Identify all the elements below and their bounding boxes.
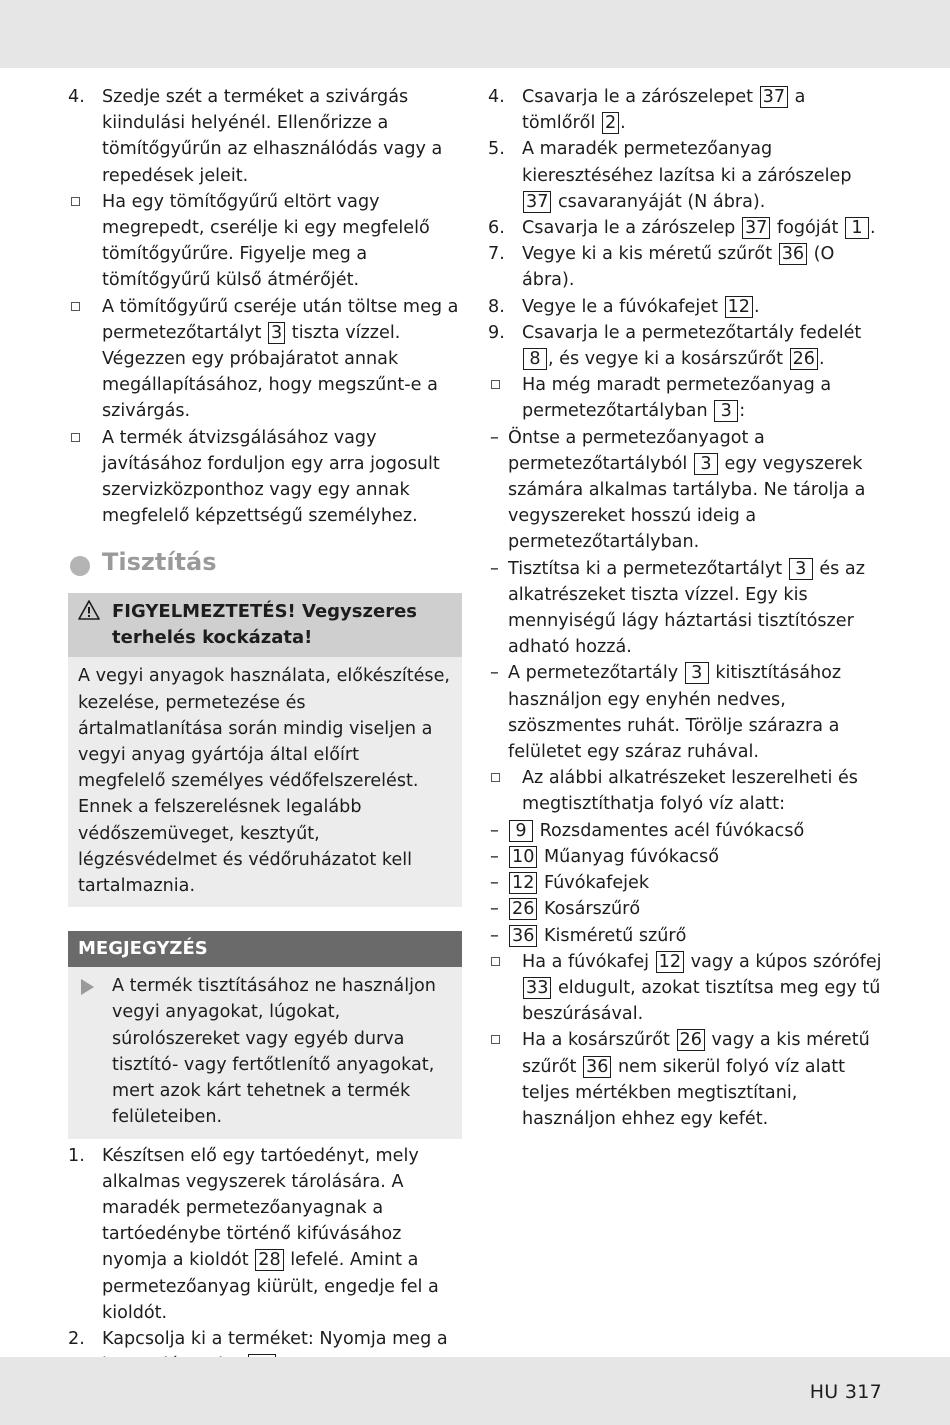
checkbox-icon [491,380,500,389]
part-ref: 3 [714,400,738,422]
dash-icon: – [490,899,499,920]
parts-list-item: – 10 Műanyag fúvókacső [454,844,882,870]
section-title: Tisztítás [102,548,217,577]
part-ref: 3 [789,558,813,580]
part-ref: 26 [677,1029,705,1051]
warning-body: A vegyi anyagok használata, előkészítése, kezelése, permetezése és ártalmatlanítása során mindig viseljen a vegyi anyag gyártója által előírt megfelelő személyes védőfelszerelést. Ennek a felszerelésnek legalább védőszemüveget, kesztyűt, légzésvédelmet és védőruházatot kell tartalmaznia. [78,666,451,897]
checkbox-icon [71,433,80,442]
dash-icon: – [490,846,499,867]
footer-band [0,1357,950,1425]
part-ref: 8 [523,348,547,370]
note-header: MEGJEGYZÉS [68,931,462,967]
part-ref: 3 [694,453,718,475]
part-ref: 36 [779,243,807,265]
right-column [488,84,882,1132]
parts-list-item: – 12 Fúvókafejek [454,870,882,896]
dash-icon: – [490,873,499,894]
play-triangle-icon [81,979,94,995]
note-box [68,931,462,1138]
warning-triangle-icon [78,600,100,620]
checkbox-item: A termék átvizsgálásához vagy javításához forduljon egy arra jogosult szervizközponthoz vagy egy annak megfelelő képzettségű személyhez. [68,425,462,530]
checkbox-item: Az alábbi alkatrészeket leszerelheti és megtisztíthatja folyó víz alatt: [488,765,882,817]
warning-box [68,593,462,907]
step-item: 5. A maradék permetezőanyag kieresztéséhez lazítsa ki a zárószelep 37 csavaranyáját (N ábra). [488,139,852,212]
part-ref: 12 [725,296,753,318]
step-item: 7. Vegye ki a kis méretű szűrőt 36 (O ábra). [488,244,835,291]
dash-item: – A permetezőtartály 3 kitisztításához használjon egy enyhén nedves, szöszmentes ruhát. Törölje szárazra a felületet egy száraz ruhával. [454,660,882,765]
dash-item: – Tisztítsa ki a permetezőtartályt 3 és az alkatrészeket tiszta vízzel. Egy kis mennyiségű lágy háztartási tisztítószer adható hozzá. [454,556,882,661]
warning-header [68,593,462,657]
part-ref: 37 [760,86,788,108]
checkbox-icon [71,197,80,206]
dash-icon: – [490,558,499,579]
part-ref: 26 [509,898,537,920]
dash-icon: – [490,663,499,684]
part-ref: 9 [509,820,533,842]
dash-item: – Öntse a permetezőanyagot a permetezőtartályból 3 egy vegyszerek számára alkalmas tartályba. Ne tárolja a vegyszereket hosszú ideig a permetezőtartályban. [454,425,882,556]
part-ref: 28 [255,1249,283,1271]
part-ref: 37 [523,191,551,213]
part-ref: 12 [509,872,537,894]
checkbox-item: Ha a fúvókafej 12 vagy a kúpos szórófej 33 eldugult, azokat tisztítsa meg egy tű beszúrásával. [488,949,882,1028]
checkbox-icon [491,1035,500,1044]
part-ref: 36 [509,925,537,947]
checkbox-icon [491,773,500,782]
dash-icon: – [490,820,499,841]
parts-list-item: – 36 Kisméretű szűrő [454,923,882,949]
part-ref: 10 [509,846,537,868]
section-dot-icon [70,556,90,576]
step-item: 4. Szedje szét a terméket a szivárgás kiindulási helyénél. Ellenőrizze a tömítőgyűrűn az elhasználódás vagy a repedések jeleit. [68,87,443,186]
step-item: 8. Vegye le a fúvókafejet 12 . [488,296,760,317]
page-number: HU 317 [809,1381,882,1403]
step-item: 9. Csavarja le a permetezőtartály fedelét 8 , és vegye ki a kosárszűrőt 26 . [488,322,862,370]
left-column [68,84,462,1405]
dash-icon: – [490,427,499,448]
checkbox-icon [491,957,500,966]
checkbox-item: A tömítőgyűrű cseréje után töltse meg a permetezőtartályt 3 tiszta vízzel. Végezzen egy próbajáratot annak megállapításához, hogy megszűnt-e a szivárgás. [68,294,462,425]
step-text: Szedje szét a terméket a szivárgás kiindulási helyénél. Ellenőrizze a tömítőgyűrűn az elhasználódás vagy a repedések jeleit. [102,87,443,186]
part-ref: 1 [845,217,869,239]
checkbox-item: Ha a kosárszűrőt 26 vagy a kis méretű szűrőt 36 nem sikerül folyó víz alatt teljes mértékben megtisztítani, használjon ehhez egy kefét. [488,1027,882,1132]
dash-icon: – [490,925,499,946]
header-band [0,0,950,68]
step-item: 4. Csavarja le a zárószelepet 37 a tömlőről 2 . [488,87,806,134]
part-ref: 26 [790,348,818,370]
part-ref: 36 [583,1056,611,1078]
parts-list-item: – 26 Kosárszűrő [454,896,882,922]
part-ref: 2 [602,112,619,134]
part-ref: 33 [523,977,551,999]
checkbox-item: Ha még maradt permetezőanyag a permetezőtartályban 3 : [488,372,882,424]
part-ref: 3 [268,322,285,344]
step-item: 1. Készítsen elő egy tartóedényt, mely alkalmas vegyszerek tárolására. A maradék permetezőanyagnak a tartóedénybe történő kifúvásához nyomja a kioldót 28 lefelé. Amint a permetezőanyag kiürült, engedje fel a kioldót. [68,1145,439,1323]
part-ref: 3 [685,662,709,684]
note-body: A termék tisztításához ne használjon vegyi anyagokat, lúgokat, súrolószereket vagy egyéb durva tisztító- vagy fertőtlenítő anyagokat, mert azok kárt tehetnek a termék felületeiben. [68,967,462,1138]
warning-title: FIGYELMEZTETÉS! Vegyszeres terhelés kockázata! [112,601,417,649]
step-item: 6. Csavarja le a zárószelep 37 fogóját 1 . [488,218,876,239]
part-ref: 12 [656,951,684,973]
checkbox-icon [71,302,80,311]
section-heading [68,549,462,581]
part-ref: 37 [742,217,770,239]
checkbox-item: Ha egy tömítőgyűrű eltört vagy megrepedt, cserélje ki egy megfelelő tömítőgyűrűre. Figyelje meg a tömítőgyűrű külső átmérőjét. [68,189,462,294]
parts-list-item: – 9 Rozsdamentes acél fúvókacső [454,818,882,844]
step-item: 2. Kapcsolja ki a terméket: Nyomja meg a [68,1326,462,1378]
